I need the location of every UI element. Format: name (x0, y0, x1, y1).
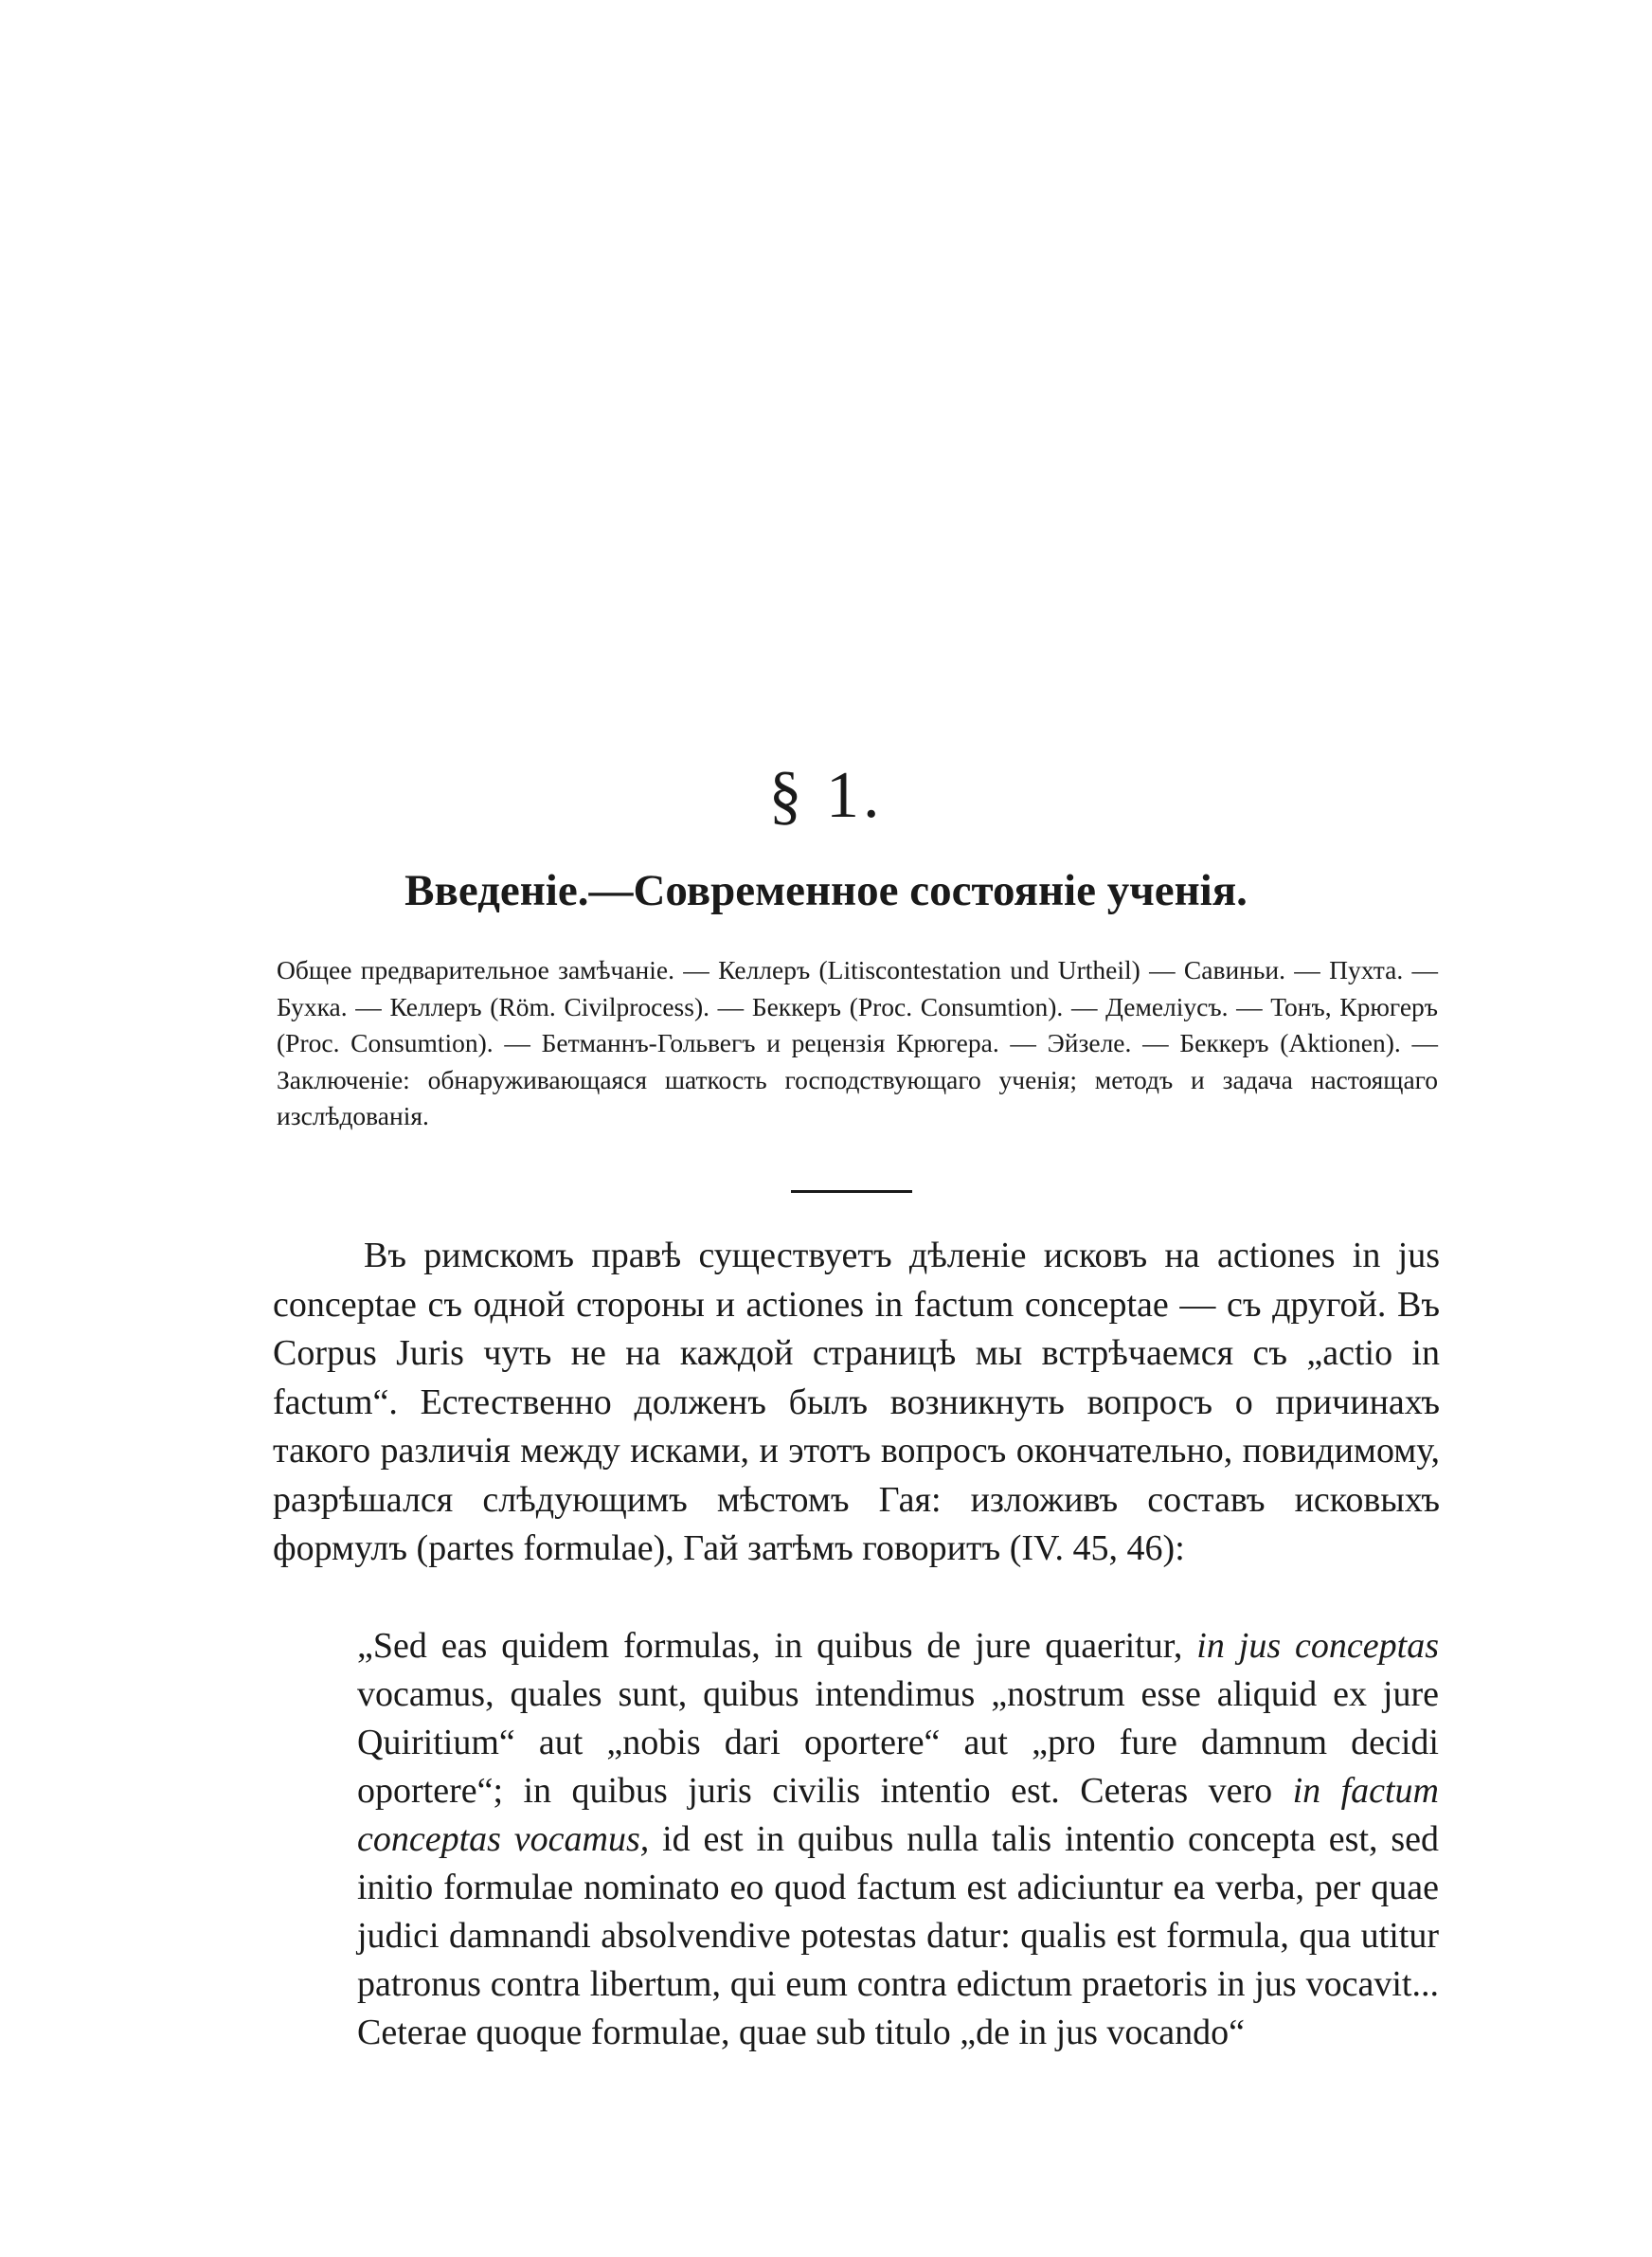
section-divider (791, 1190, 912, 1193)
section-title: Введеніе.—Современное состояніе ученія. (404, 866, 1248, 915)
quote-italic-1: in jus conceptas (1196, 1626, 1439, 1666)
chapter-summary: Общее предварительное замѣчаніе. — Келлеръ (Litiscontestation und Urtheil) — Савиньи. — Пухта. — Бухка. — Келлеръ (Röm. Civilprocess). — Беккеръ (Proc. Consumtion). — Демеліусъ. — Тонъ, Крюгеръ (Proc. Consumtion). — Бетманнъ-Гольвегъ и рецензія Крюгера. — Эйзеле. — Беккеръ (Aktionen). — Заключеніе: обнаруживающаяся шаткость господствующаго ученія; методъ и задача настоящаго изслѣдованія. (277, 955, 1438, 1130)
section-number: § 1. (768, 759, 884, 832)
quote-text-2: vocamus, quales sunt, quibus intendimus „nostrum esse aliquid ex jure Quiritium“ aut „nobis dari oportere“ aut „pro fure damnum decidi oportere“; in quibus juris civilis intentio est. Ceteras vero (357, 1674, 1439, 1811)
body-paragraph: Въ римскомъ правѣ существуетъ дѣленіе исковъ на actiones in jus conceptae съ одной стороны и actiones in factum conceptae — съ другой. Въ Corpus Juris чуть не на каждой страницѣ мы встрѣчаемся съ „actio in factum“. Естественно долженъ былъ возникнуть вопросъ о причинахъ такого различія между исками, и этотъ вопросъ окончательно, повидимому, разрѣшался слѣдующимъ мѣстомъ Гая: изложивъ составъ исковыхъ формулъ (partes formulae), Гай затѣмъ говоритъ (IV. 45, 46): (273, 1236, 1440, 1568)
quote-text-1: „Sed eas quidem formulas, in quibus de jure quaeritur, (357, 1626, 1197, 1666)
quote-italic-2: in factum conceptas vocamus, (357, 1771, 1439, 1859)
quote-text-3: id est in quibus nulla talis intentio concepta est, sed initio formulae nominato eo quod factum est adiciuntur ea verba, per quae judici damnandi absolvendive potestas datur: qualis est formula, qua utitur patronus contra libertum, qui eum contra edictum praetoris in jus vocavit... Ceterae quoque formulae, quae sub titulo „de in jus vocando“ (357, 1819, 1439, 2052)
gaius-quote (357, 1622, 1439, 2057)
